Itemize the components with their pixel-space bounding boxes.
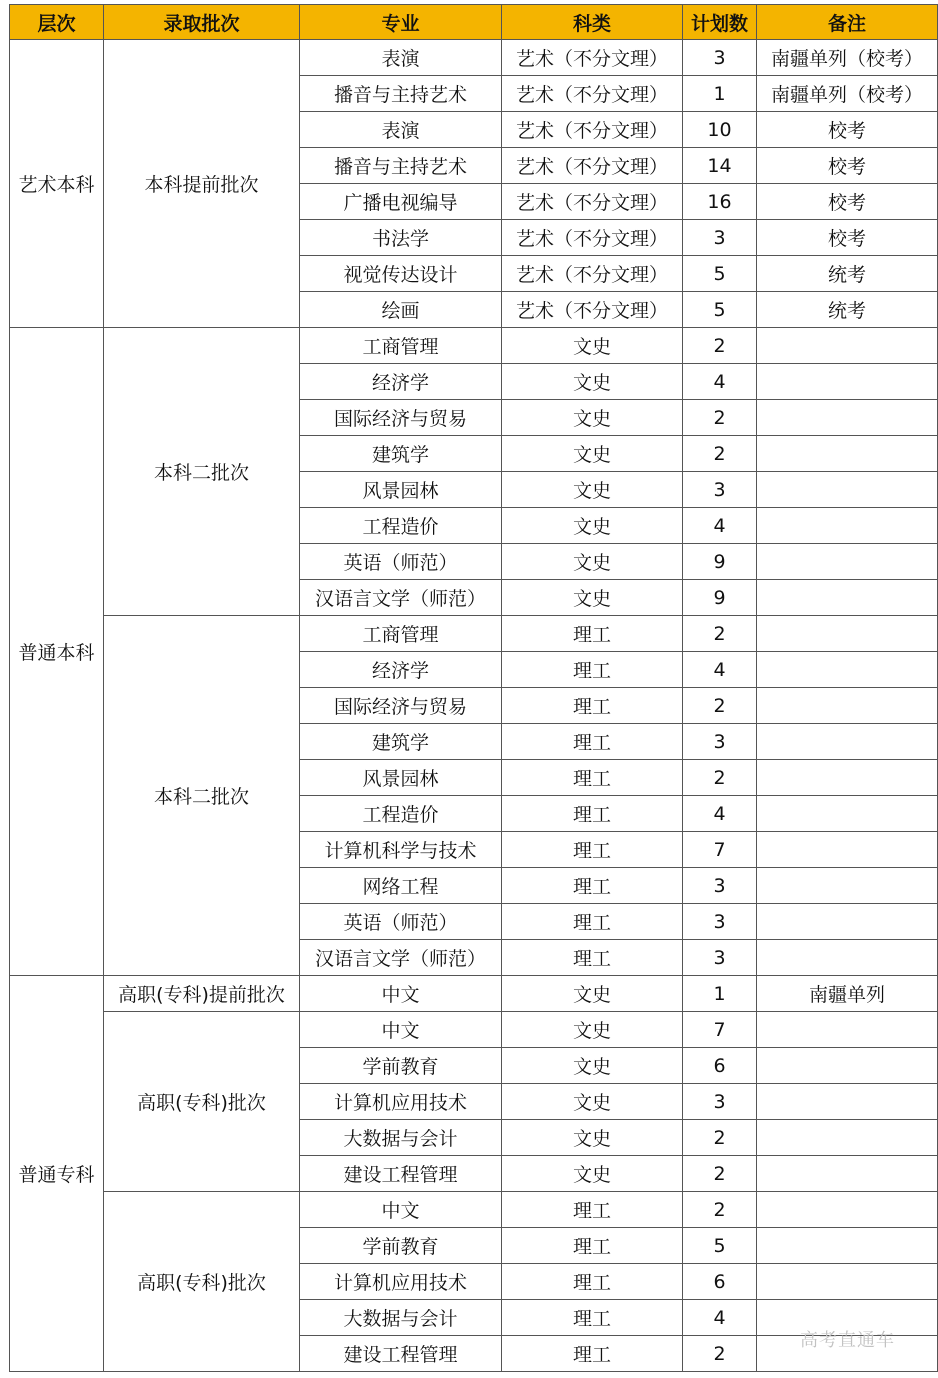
cell-remark [757,760,938,796]
watermark-text: 高考直通车 [800,1330,895,1351]
cell-major: 书法学 [300,220,502,256]
cell-major: 绘画 [300,292,502,328]
cell-remark [757,724,938,760]
cell-major: 大数据与会计 [300,1120,502,1156]
header-level: 层次 [10,5,104,40]
cell-category: 文史 [502,580,683,616]
cell-plan-count: 2 [683,1120,757,1156]
cell-plan-count: 7 [683,832,757,868]
table-row [10,1012,938,1048]
cell-remark [757,436,938,472]
cell-plan-count: 2 [683,616,757,652]
cell-plan-count: 3 [683,220,757,256]
cell-remark [757,616,938,652]
cell-remark [757,796,938,832]
cell-major: 网络工程 [300,868,502,904]
header-category: 科类 [502,5,683,40]
cell-plan-count: 3 [683,868,757,904]
cell-remark [757,1228,938,1264]
cell-major: 建设工程管理 [300,1156,502,1192]
cell-plan-count: 3 [683,40,757,76]
cell-remark [757,472,938,508]
cell-major: 建筑学 [300,724,502,760]
cell-batch: 高职(专科)批次 [104,1012,300,1192]
cell-category: 文史 [502,508,683,544]
cell-remark: 南疆单列 [757,976,938,1012]
cell-category: 艺术（不分文理） [502,256,683,292]
cell-plan-count: 2 [683,328,757,364]
cell-category: 理工 [502,940,683,976]
table-header [10,5,938,40]
cell-remark [757,1120,938,1156]
cell-plan-count: 4 [683,1300,757,1336]
table-row [10,1192,938,1228]
cell-category: 艺术（不分文理） [502,112,683,148]
cell-major: 经济学 [300,364,502,400]
cell-plan-count: 4 [683,508,757,544]
cell-remark: 校考 [757,148,938,184]
cell-remark: 校考 [757,220,938,256]
cell-category: 理工 [502,724,683,760]
cell-category: 理工 [502,1228,683,1264]
cell-category: 文史 [502,472,683,508]
cell-remark [757,508,938,544]
cell-major: 风景园林 [300,472,502,508]
cell-level: 普通本科 [10,328,104,976]
header-row [10,5,938,40]
cell-category: 文史 [502,1156,683,1192]
cell-remark: 校考 [757,184,938,220]
cell-plan-count: 9 [683,544,757,580]
header-plan-count: 计划数 [683,5,757,40]
cell-plan-count: 3 [683,1084,757,1120]
cell-plan-count: 5 [683,292,757,328]
cell-batch: 高职(专科)批次 [104,1192,300,1372]
cell-remark [757,1264,938,1300]
cell-plan-count: 1 [683,976,757,1012]
cell-major: 工商管理 [300,328,502,364]
cell-category: 理工 [502,1300,683,1336]
cell-remark [757,832,938,868]
table-row [10,40,938,76]
cell-major: 中文 [300,1192,502,1228]
cell-major: 建筑学 [300,436,502,472]
cell-remark [757,868,938,904]
cell-batch: 高职(专科)提前批次 [104,976,300,1012]
cell-category: 理工 [502,904,683,940]
cell-batch: 本科提前批次 [104,40,300,328]
cell-remark [757,544,938,580]
cell-plan-count: 2 [683,1336,757,1372]
cell-category: 文史 [502,400,683,436]
cell-plan-count: 2 [683,1156,757,1192]
cell-plan-count: 9 [683,580,757,616]
cell-plan-count: 5 [683,1228,757,1264]
cell-category: 理工 [502,832,683,868]
cell-category: 文史 [502,1084,683,1120]
cell-plan-count: 2 [683,1192,757,1228]
cell-remark [757,688,938,724]
cell-plan-count: 3 [683,940,757,976]
cell-plan-count: 6 [683,1264,757,1300]
cell-remark: 南疆单列（校考） [757,40,938,76]
cell-batch: 本科二批次 [104,616,300,976]
cell-major: 英语（师范） [300,904,502,940]
cell-major: 计算机应用技术 [300,1084,502,1120]
cell-category: 文史 [502,1012,683,1048]
cell-major: 计算机应用技术 [300,1264,502,1300]
cell-plan-count: 3 [683,472,757,508]
cell-major: 学前教育 [300,1048,502,1084]
cell-major: 工程造价 [300,508,502,544]
table-row [10,616,938,652]
cell-major: 英语（师范） [300,544,502,580]
cell-category: 理工 [502,688,683,724]
cell-major: 播音与主持艺术 [300,148,502,184]
cell-remark [757,364,938,400]
cell-plan-count: 4 [683,796,757,832]
cell-major: 风景园林 [300,760,502,796]
cell-level: 普通专科 [10,976,104,1372]
cell-plan-count: 3 [683,724,757,760]
cell-remark: 校考 [757,112,938,148]
header-batch: 录取批次 [104,5,300,40]
cell-major: 汉语言文学（师范） [300,580,502,616]
cell-plan-count: 10 [683,112,757,148]
cell-category: 文史 [502,1120,683,1156]
cell-major: 经济学 [300,652,502,688]
cell-remark: 南疆单列（校考） [757,76,938,112]
cell-plan-count: 2 [683,760,757,796]
cell-plan-count: 4 [683,652,757,688]
header-major: 专业 [300,5,502,40]
cell-category: 艺术（不分文理） [502,148,683,184]
cell-plan-count: 5 [683,256,757,292]
cell-remark [757,940,938,976]
cell-category: 文史 [502,976,683,1012]
cell-level: 艺术本科 [10,40,104,328]
cell-plan-count: 4 [683,364,757,400]
cell-category: 理工 [502,1192,683,1228]
cell-major: 工商管理 [300,616,502,652]
cell-major: 表演 [300,112,502,148]
cell-batch: 本科二批次 [104,328,300,616]
cell-major: 大数据与会计 [300,1300,502,1336]
cell-category: 文史 [502,328,683,364]
cell-major: 建设工程管理 [300,1336,502,1372]
table-row [10,328,938,364]
cell-major: 学前教育 [300,1228,502,1264]
cell-remark [757,1012,938,1048]
cell-major: 国际经济与贸易 [300,688,502,724]
cell-category: 理工 [502,1264,683,1300]
cell-category: 艺术（不分文理） [502,292,683,328]
cell-category: 文史 [502,1048,683,1084]
cell-major: 播音与主持艺术 [300,76,502,112]
cell-category: 文史 [502,364,683,400]
admission-plan-table [9,4,938,1372]
cell-plan-count: 2 [683,436,757,472]
cell-major: 汉语言文学（师范） [300,940,502,976]
cell-plan-count: 3 [683,904,757,940]
cell-plan-count: 16 [683,184,757,220]
cell-plan-count: 2 [683,688,757,724]
cell-major: 中文 [300,1012,502,1048]
cell-category: 理工 [502,760,683,796]
cell-major: 计算机科学与技术 [300,832,502,868]
cell-major: 国际经济与贸易 [300,400,502,436]
cell-remark [757,1192,938,1228]
cell-category: 理工 [502,652,683,688]
header-remark: 备注 [757,5,938,40]
cell-remark [757,652,938,688]
cell-remark [757,1156,938,1192]
cell-major: 表演 [300,40,502,76]
cell-category: 艺术（不分文理） [502,40,683,76]
cell-remark [757,328,938,364]
cell-remark [757,904,938,940]
cell-plan-count: 6 [683,1048,757,1084]
cell-major: 广播电视编导 [300,184,502,220]
cell-major: 工程造价 [300,796,502,832]
cell-category: 艺术（不分文理） [502,76,683,112]
cell-plan-count: 7 [683,1012,757,1048]
cell-category: 艺术（不分文理） [502,184,683,220]
cell-plan-count: 1 [683,76,757,112]
table-body [10,40,938,1372]
cell-major: 中文 [300,976,502,1012]
cell-remark [757,400,938,436]
cell-plan-count: 14 [683,148,757,184]
cell-category: 文史 [502,544,683,580]
cell-plan-count: 2 [683,400,757,436]
cell-remark [757,1084,938,1120]
cell-remark: 统考 [757,256,938,292]
cell-category: 理工 [502,796,683,832]
cell-category: 理工 [502,616,683,652]
cell-category: 文史 [502,436,683,472]
cell-category: 理工 [502,1336,683,1372]
cell-remark [757,1048,938,1084]
cell-category: 艺术（不分文理） [502,220,683,256]
cell-major: 视觉传达设计 [300,256,502,292]
cell-remark [757,580,938,616]
cell-category: 理工 [502,868,683,904]
cell-remark: 统考 [757,292,938,328]
table-row [10,976,938,1012]
